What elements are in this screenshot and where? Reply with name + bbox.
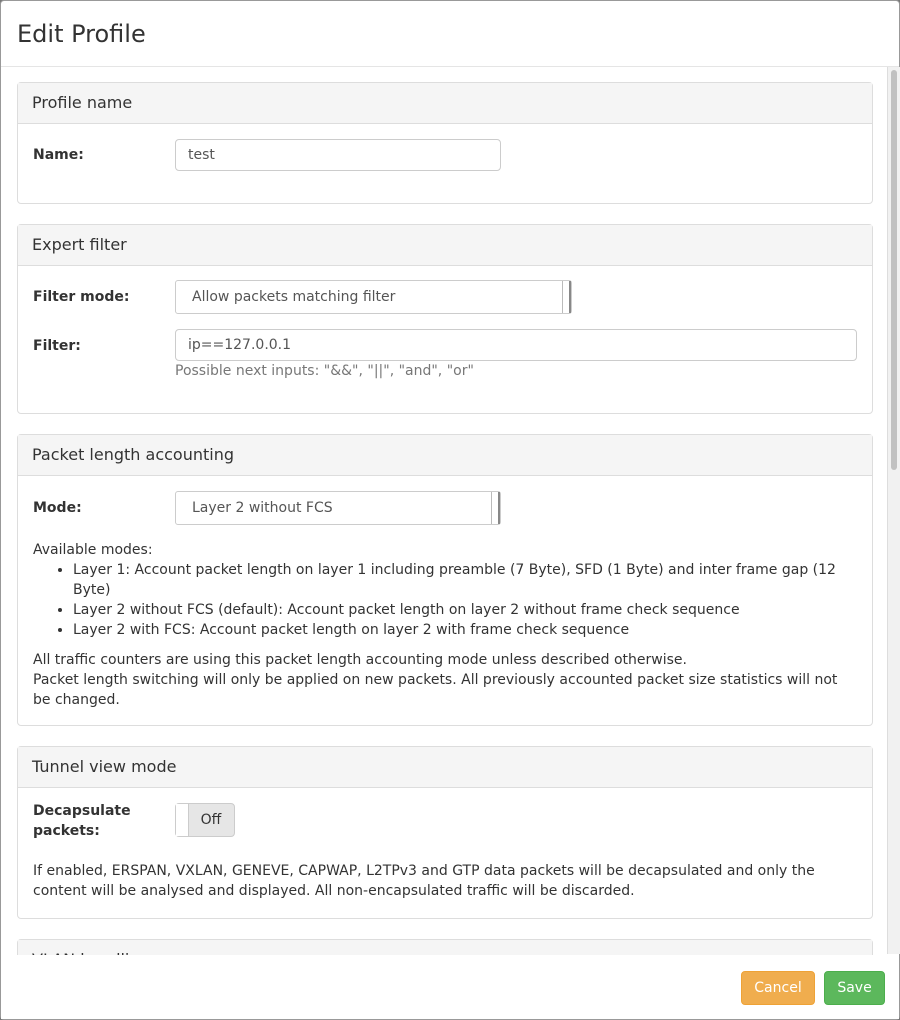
modes-intro: Available modes: (33, 542, 153, 558)
save-button[interactable]: Save (824, 971, 885, 1005)
dialog-body (1, 67, 887, 954)
list-item: • Layer 1: Account packet length on layer 1 including preamble (7 Byte), SFD (1 Byte) and inter frame gap (12 Byte) (73, 560, 842, 600)
packet-length-heading: Packet length accounting (18, 435, 872, 476)
expert-filter-panel (17, 224, 873, 414)
decapsulate-toggle[interactable] (175, 803, 235, 837)
modes-description (33, 540, 842, 710)
filter-mode-label: Filter mode: (33, 289, 130, 305)
select-arrow-icon (491, 492, 500, 524)
select-arrow-icon (562, 281, 571, 313)
tunnel-view-panel (17, 746, 873, 919)
scrollbar-thumb[interactable] (891, 70, 897, 470)
profile-name-heading: Profile name (18, 83, 872, 124)
packet-length-note-1: All traffic counters are using this packet length accounting mode unless described otherwise. (33, 652, 687, 668)
profile-name-panel (17, 82, 873, 204)
name-label: Name: (33, 147, 84, 163)
packet-length-panel (17, 434, 873, 726)
tunnel-view-heading: Tunnel view mode (18, 747, 872, 788)
list-item: • Layer 2 without FCS (default): Account packet length on layer 2 without frame check sequence (73, 600, 842, 620)
filter-label: Filter: (33, 338, 81, 354)
dialog-header (1, 1, 899, 67)
mode-select[interactable] (175, 491, 501, 525)
decapsulate-label: Decapsulate packets: (33, 803, 131, 839)
mode-value: Layer 2 without FCS (192, 500, 333, 516)
filter-input[interactable]: ip==127.0.0.1 (175, 329, 857, 361)
name-input[interactable]: test (175, 139, 501, 171)
tunnel-description: If enabled, ERSPAN, VXLAN, GENEVE, CAPWAP, L2TPv3 and GTP data packets will be decapsulated and only the content will be analysed and displayed. All non-encapsulated traffic will be discarded. (33, 863, 815, 899)
filter-mode-select[interactable] (175, 280, 572, 314)
mode-label: Mode: (33, 500, 82, 516)
toggle-state: Off (200, 812, 222, 828)
expert-filter-heading: Expert filter (18, 225, 872, 266)
dialog-scrollbar[interactable] (887, 67, 900, 954)
dialog-title: Edit Profile (17, 20, 146, 48)
packet-length-note-2: Packet length switching will only be applied on new packets. All previously accounted packet size statistics will not be changed. (33, 672, 838, 708)
dialog-footer (1, 955, 899, 1019)
modes-list (33, 560, 842, 640)
list-item: • Layer 2 with FCS: Account packet length on layer 2 with frame check sequence (73, 620, 842, 640)
filter-mode-value: Allow packets matching filter (192, 289, 396, 305)
filter-hint: Possible next inputs: "&&", "||", "and", "or" (175, 363, 474, 379)
cancel-button[interactable]: Cancel (741, 971, 815, 1005)
